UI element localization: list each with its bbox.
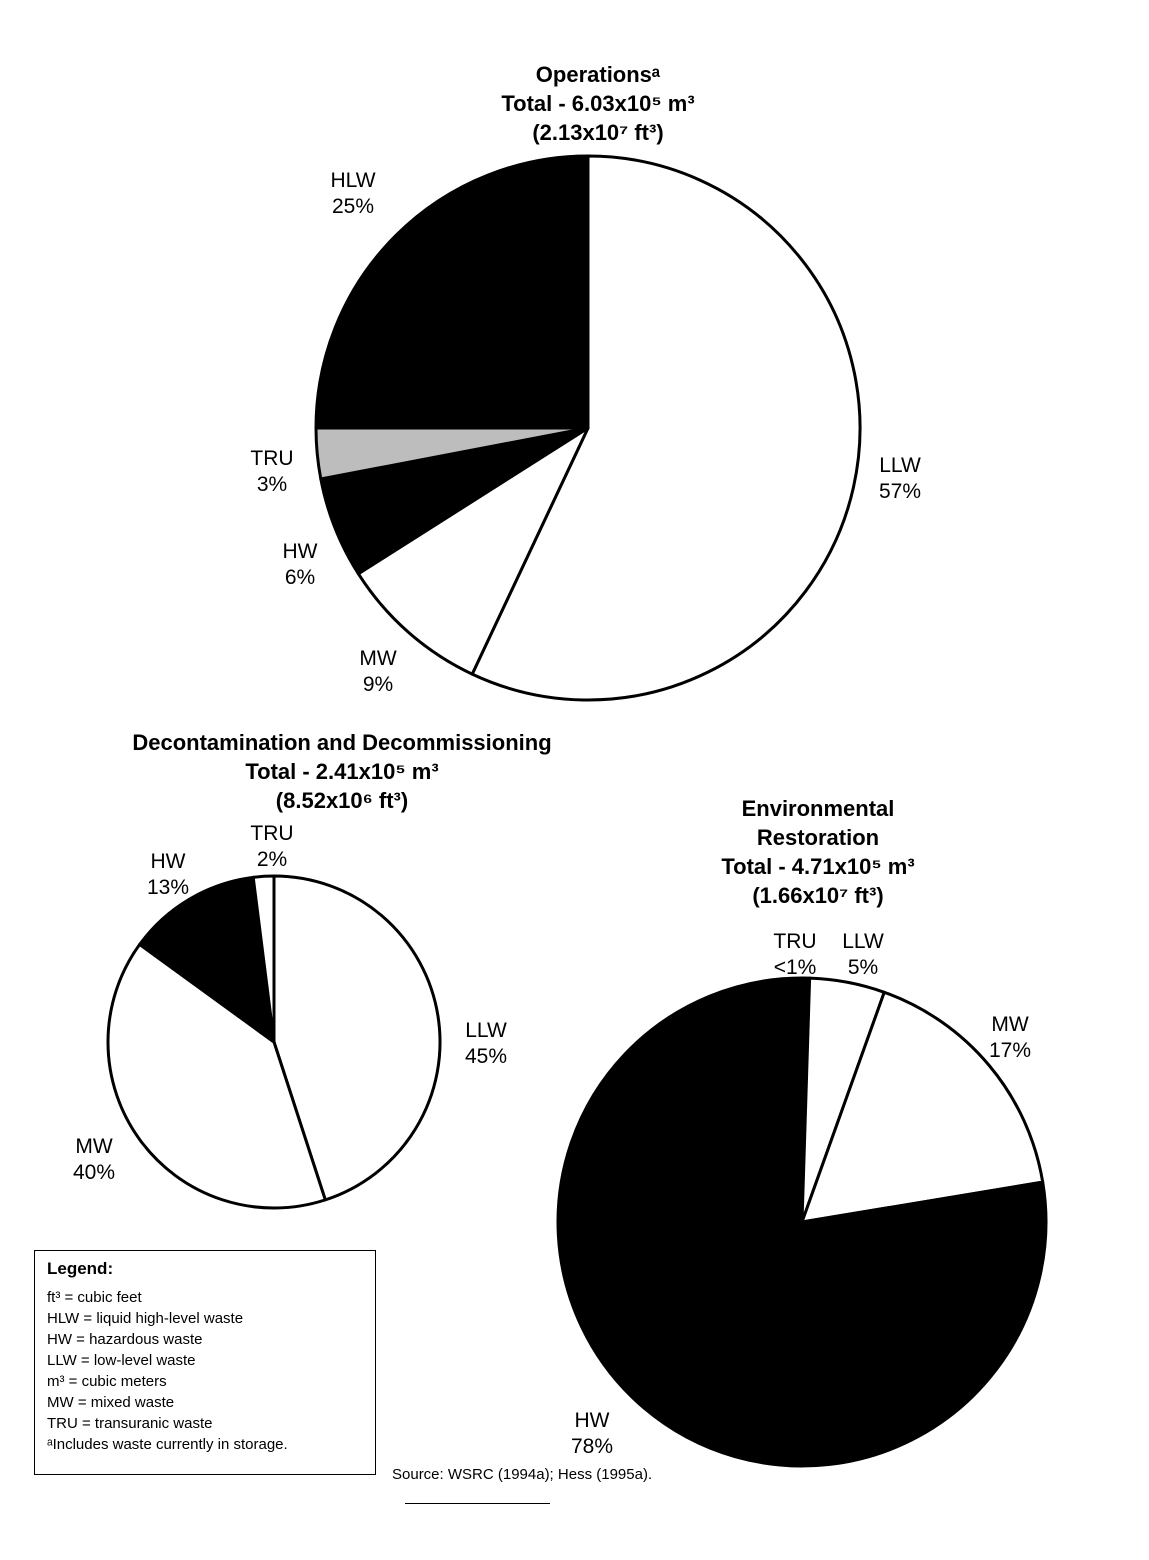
legend-item: TRU = transuranic waste bbox=[47, 1415, 213, 1432]
slice-label-mw: MW bbox=[75, 1135, 113, 1158]
legend-item: ᵃIncludes waste currently in storage. bbox=[47, 1436, 288, 1453]
slice-value-mw: 40% bbox=[72, 1161, 116, 1184]
slice-label-hw: HW bbox=[150, 850, 186, 873]
chart-title-line: Operationsᵃ bbox=[535, 62, 661, 87]
slice-value-mw: 9% bbox=[362, 673, 394, 696]
slice-value-hw: 78% bbox=[570, 1435, 614, 1458]
divider-rule bbox=[405, 1503, 550, 1504]
chart-title-line: Decontamination and Decommissioning bbox=[132, 730, 552, 755]
legend-item: LLW = low-level waste bbox=[47, 1352, 196, 1369]
slice-label-hw: HW bbox=[574, 1409, 610, 1432]
slice-label-hw: HW bbox=[282, 540, 318, 563]
slice-value-llw: 57% bbox=[878, 480, 922, 503]
legend-item: HW = hazardous waste bbox=[47, 1331, 203, 1348]
slice-value-hw: 13% bbox=[146, 876, 190, 899]
slice-value-hw: 6% bbox=[284, 566, 316, 589]
slice-value-llw: 45% bbox=[464, 1045, 508, 1068]
chart-title-line: (8.52x10⁶ ft³) bbox=[275, 788, 409, 813]
slice-label-tru: TRU bbox=[250, 822, 294, 845]
legend-title: Legend: bbox=[47, 1259, 114, 1278]
operations-pie-chart bbox=[250, 62, 921, 700]
decommissioning-pie-chart bbox=[73, 730, 552, 1208]
legend-item: MW = mixed waste bbox=[47, 1394, 175, 1411]
chart-title-line: Restoration bbox=[756, 825, 880, 850]
legend-item: ft³ = cubic feet bbox=[47, 1289, 142, 1306]
slice-label-tru: TRU bbox=[773, 930, 817, 953]
environmental-restoration-pie-chart bbox=[558, 796, 1046, 1466]
chart-title-line: (2.13x10⁷ ft³) bbox=[532, 120, 664, 145]
chart-title-line: Environmental bbox=[741, 796, 895, 821]
slice-label-llw: LLW bbox=[879, 454, 921, 477]
legend-item: m³ = cubic meters bbox=[47, 1373, 167, 1390]
legend-item: HLW = liquid high-level waste bbox=[47, 1310, 244, 1327]
slice-value-hlw: 25% bbox=[331, 195, 375, 218]
slice-value-tru: 3% bbox=[256, 473, 288, 496]
slice-value-tru: 2% bbox=[256, 848, 288, 871]
slice-label-llw: LLW bbox=[465, 1019, 507, 1042]
slice-value-llw: 5% bbox=[847, 956, 879, 979]
slice-value-mw: 17% bbox=[988, 1039, 1032, 1062]
slice-value-tru: <1% bbox=[773, 956, 817, 979]
chart-title-line: Total - 6.03x10⁵ m³ bbox=[501, 91, 695, 116]
chart-title-line: (1.66x10⁷ ft³) bbox=[752, 883, 884, 908]
slice-label-llw: LLW bbox=[842, 930, 884, 953]
slice-label-mw: MW bbox=[991, 1013, 1029, 1036]
source-note: Source: WSRC (1994a); Hess (1995a). bbox=[392, 1466, 653, 1483]
chart-title-line: Total - 2.41x10⁵ m³ bbox=[245, 759, 439, 784]
chart-title-line: Total - 4.71x10⁵ m³ bbox=[721, 854, 915, 879]
legend-box bbox=[34, 1250, 376, 1475]
slice-label-tru: TRU bbox=[250, 447, 294, 470]
slice-label-mw: MW bbox=[359, 647, 397, 670]
slice-label-hlw: HLW bbox=[330, 169, 376, 192]
